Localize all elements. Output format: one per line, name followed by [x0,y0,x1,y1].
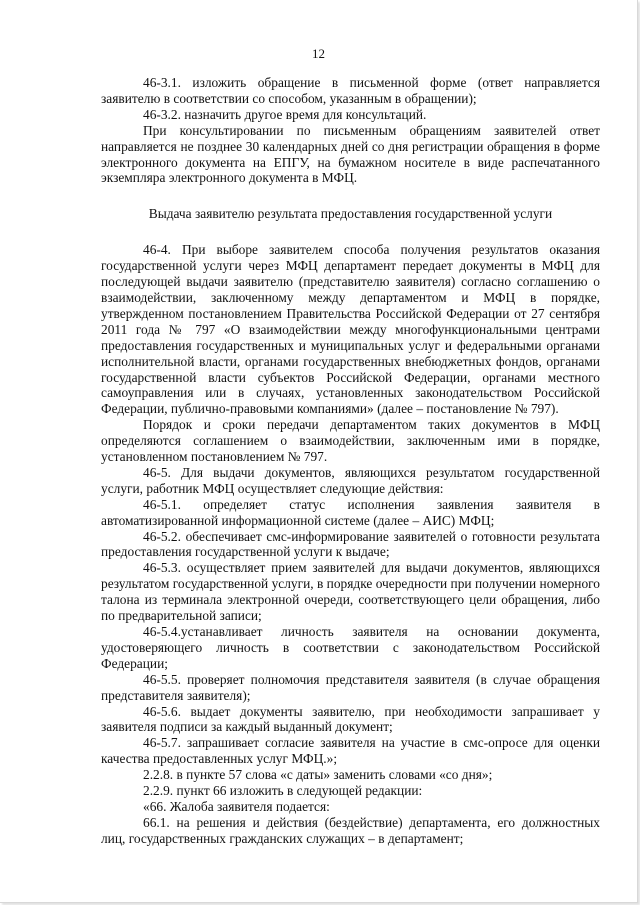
page-number: 12 [312,46,325,61]
paragraph-46-5-4: 46-5.4.устанавливает личность заявителя на основании документа, удостоверяющего личность в соответствии с законодательством Российской Федерации; [101,624,600,671]
section-heading: Выдача заявителю результата предоставления государственной услуги [148,206,553,222]
paragraph-2-2-9: 2.2.9. пункт 66 изложить в следующей редакции: [143,783,423,799]
paragraph-46-3-1: 46-3.1. изложить обращение в письменной форме (ответ направляется заявителю в соответствии со способом, указанным в обращении); [101,75,600,106]
paragraph-46-5-3: 46-5.3. осуществляет прием заявителей для выдачи документов, являющихся результатом государственной услуги, в порядке очередности при получении номерного талона из терминала электронной очереди, соответствующего цели обращения, либо по предварительной записи; [101,560,600,624]
paragraph-46-5-1: 46-5.1. определяет статус исполнения заявления заявителя в автоматизированной информационной системе (далее – АИС) МФЦ; [101,496,600,528]
paragraph-46-5: 46-5. Для выдачи документов, являющихся результатом государственной услуги, работник МФЦ осуществляет следующие действия: [101,464,600,496]
paragraph-46-5-6: 46-5.6. выдает документы заявителю, при необходимости запрашивает у заявителя подписи за каждый выданный документ; [101,703,600,735]
paragraph-46-3-2: 46-3.2. назначить другое время для консультаций. [143,106,427,122]
paragraph-46-5-5: 46-5.5. проверяет полномочия представителя заявителя (в случае обращения представителя заявителя); [101,671,600,703]
paragraph-written-consultation: При консультировании по письменным обращениям заявителей ответ направляется не позднее 30 календарных дней со дня регистрации обращения в форме электронного документа на ЕПГУ, на бумажном носителе в виде распечатанного экземпляра электронного документа в МФЦ. [101,122,600,186]
paragraph-2-2-8: 2.2.8. в пункте 57 слова «с даты» заменить словами «со дня»; [143,767,493,783]
paragraph-46-5-7: 46-5.7. запрашивает согласие заявителя на участие в смс-опросе для оценки качества предоставленных услуг МФЦ.»; [101,735,600,767]
paragraph-46-5-2: 46-5.2. обеспечивает смс-информирование заявителей о готовности результата предоставления государственной услуги к выдаче; [101,528,600,560]
paragraph-66-1: 66.1. на решения и действия (бездействие) департамента, его должностных лиц, государственных гражданских служащих – в департамент; [101,814,600,846]
paragraph-transfer-procedure: Порядок и сроки передачи департаментом таких документов в МФЦ определяются соглашением о взаимодействии, заключенным ими в порядке, установленном постановлением № 797. [101,417,600,465]
paragraph-46-4: 46-4. При выборе заявителем способа получения результатов оказания государственной услуги через МФЦ департамент передает документы в МФЦ для последующей выдачи заявителю (представителю заявителя) согласно соглашению о взаимодействии, заключенному между департаментом и МФЦ в порядке, утвержденном постановлением Правительства Российской Федерации от 27 сентября 2011 года № 797 «О взаимодействии между многофункциональными центрами предоставления государственных и муниципальных услуг и федеральными органами исполнительной власти, органами государственных внебюджетных фондов, органами государственной власти субъектов Российской Федерации, органами местного самоуправления или в случаях, установленных законодательством Российской Федерации, публично-правовыми компаниями» (далее – постановление № 797). [101,242,600,417]
document-body [101,75,600,847]
paragraph-66: «66. Жалоба заявителя подается: [143,798,330,814]
